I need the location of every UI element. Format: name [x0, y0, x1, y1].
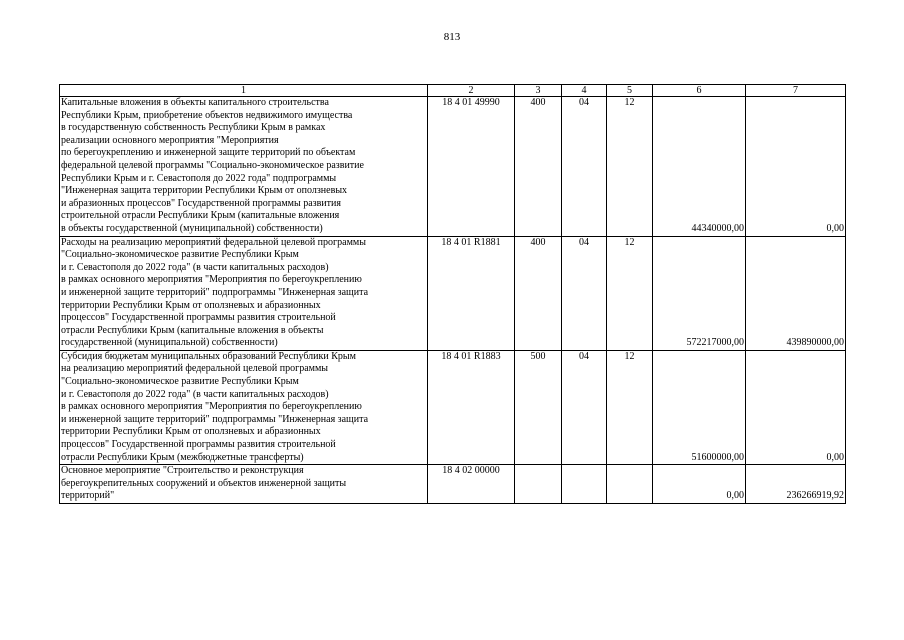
target-article-code: 18 4 01 R1881	[428, 236, 515, 350]
expense-description: Капитальные вложения в объекты капитального строительства Республики Крым, приобретение объектов недвижимого имущества в государственную собственность Республики Крым в рамках реализации основного мероприятия "Мероприятия по берегоукреплению и инженерной защите территорий по объектам федеральной целевой программы "Социально-экономическое развитие Республики Крым и г. Севастополя до 2022 года" подпрограммы "Инженерная защита территории Республики Крым от оползневых и абразионных процессов" Государственной программы развития строительной отрасли Республики Крым (капитальные вложения в объекты государственной (муниципальной) собственности)	[60, 97, 428, 237]
column-header: 6	[653, 85, 746, 97]
section-code: 04	[562, 236, 607, 350]
expense-type-code	[515, 465, 562, 504]
amount-column-7: 0,00	[746, 97, 846, 237]
expense-description: Основное мероприятие "Строительство и реконструкция берегоукрепительных сооружений и объектов инженерной защиты территорий"	[60, 465, 428, 504]
amount-column-6: 51600000,00	[653, 350, 746, 464]
column-header: 4	[562, 85, 607, 97]
subsection-code: 12	[607, 97, 653, 237]
table-row	[60, 465, 846, 504]
expense-description: Расходы на реализацию мероприятий федеральной целевой программы "Социально-экономическое развитие Республики Крым и г. Севастополя до 2022 года" (в части капитальных расходов) в рамках основного мероприятия "Мероприятия по берегоукреплению и инженерной защите территорий" подпрограммы "Инженерная защита территории Республики Крым от оползневых и абразионных процессов" Государственной программы развития строительной отрасли Республики Крым (капитальные вложения в объекты государственной (муниципальной) собственности)	[60, 236, 428, 350]
expense-type-code: 400	[515, 236, 562, 350]
column-header: 3	[515, 85, 562, 97]
amount-column-7: 0,00	[746, 350, 846, 464]
column-header: 5	[607, 85, 653, 97]
expense-type-code: 500	[515, 350, 562, 464]
column-header: 1	[60, 85, 428, 97]
expense-description: Субсидия бюджетам муниципальных образований Республики Крым на реализацию мероприятий федеральной целевой программы "Социально-экономическое развитие Республики Крым и г. Севастополя до 2022 года" (в части капитальных расходов) в рамках основного мероприятия "Мероприятия по берегоукреплению и инженерной защите территорий" подпрограммы "Инженерная защита территории Республики Крым от оползневых и абразионных процессов" Государственной программы развития строительной отрасли Республики Крым (межбюджетные трансферты)	[60, 350, 428, 464]
table-row	[60, 350, 846, 464]
amount-column-6: 572217000,00	[653, 236, 746, 350]
section-code	[562, 465, 607, 504]
table-row	[60, 97, 846, 237]
budget-table	[59, 84, 846, 504]
column-number-row	[60, 85, 846, 97]
subsection-code: 12	[607, 350, 653, 464]
target-article-code: 18 4 01 R1883	[428, 350, 515, 464]
amount-column-7: 236266919,92	[746, 465, 846, 504]
column-header: 2	[428, 85, 515, 97]
section-code: 04	[562, 97, 607, 237]
table-row	[60, 236, 846, 350]
expense-type-code: 400	[515, 97, 562, 237]
target-article-code: 18 4 02 00000	[428, 465, 515, 504]
subsection-code	[607, 465, 653, 504]
section-code: 04	[562, 350, 607, 464]
amount-column-7: 439890000,00	[746, 236, 846, 350]
amount-column-6: 44340000,00	[653, 97, 746, 237]
amount-column-6: 0,00	[653, 465, 746, 504]
subsection-code: 12	[607, 236, 653, 350]
column-header: 7	[746, 85, 846, 97]
target-article-code: 18 4 01 49990	[428, 97, 515, 237]
page-number: 813	[443, 31, 461, 43]
